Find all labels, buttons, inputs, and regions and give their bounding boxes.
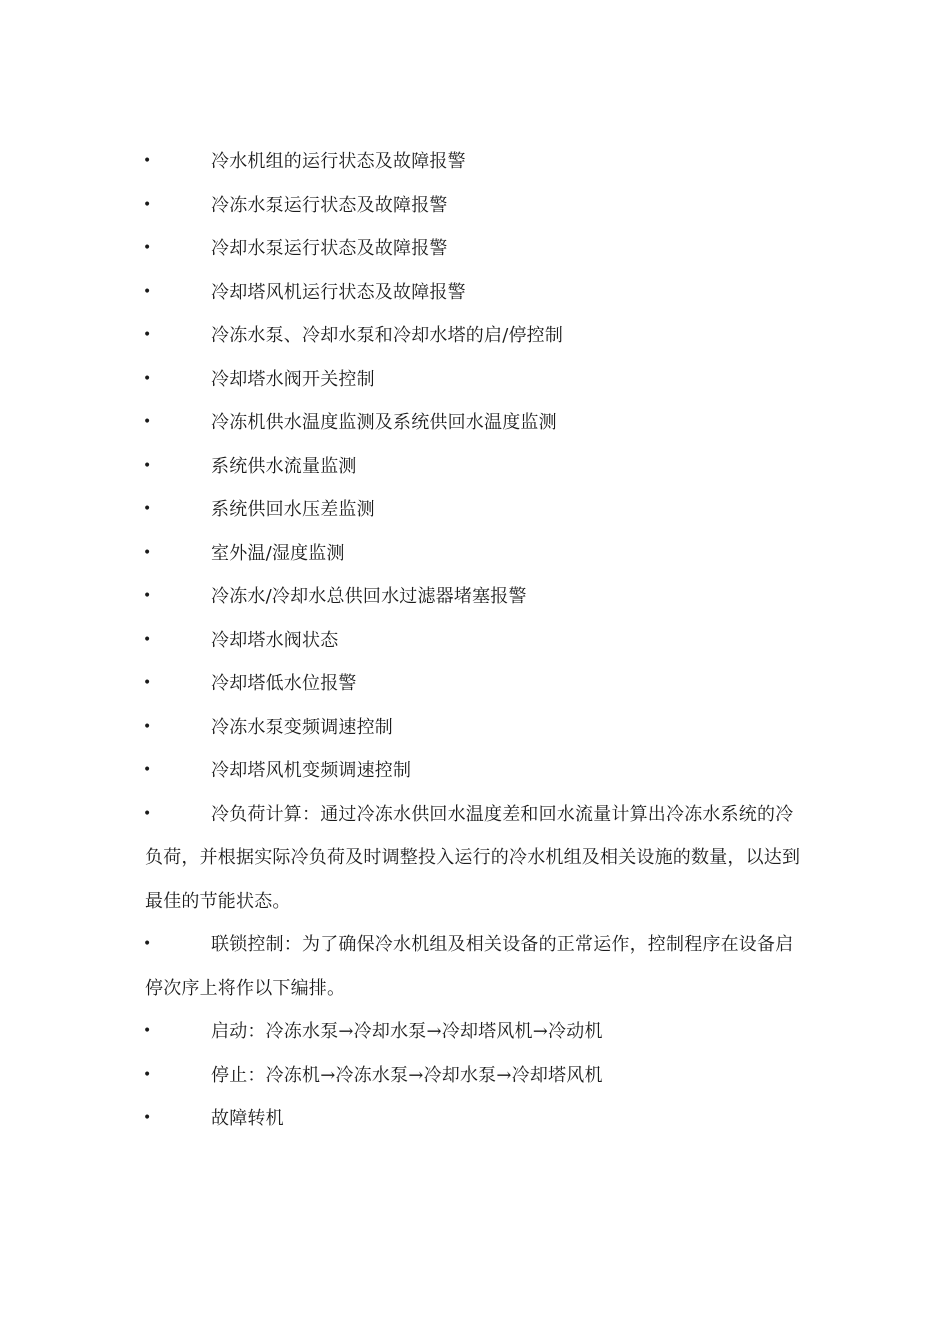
list-item — [0, 401, 950, 445]
list-item — [0, 140, 950, 184]
bullet-icon: • — [143, 327, 152, 343]
list-item-text: 冷却水泵运行状态及故障报警 — [211, 238, 448, 259]
bullet-list — [0, 140, 950, 1141]
list-item-text: 冷水机组的运行状态及故障报警 — [211, 151, 466, 172]
list-item-text: 启动：冷冻水泵→冷却水泵→冷却塔风机→冷动机 — [211, 1021, 603, 1042]
bullet-icon: • — [143, 631, 152, 648]
bullet-icon: • — [143, 196, 152, 213]
list-item — [0, 662, 950, 706]
list-item — [0, 1010, 950, 1054]
list-item-text: 联锁控制：为了确保冷水机组及相关设备的正常运作，控制程序在设备启停次序上将作以下编排。 — [145, 934, 794, 999]
list-item-text: 冷却塔风机运行状态及故障报警 — [211, 281, 466, 303]
bullet-icon: • — [143, 370, 152, 387]
bullet-icon: • — [143, 1023, 152, 1039]
list-item — [0, 575, 950, 619]
bullet-icon: • — [143, 1110, 152, 1126]
list-item-text: 冷负荷计算：通过冷冻水供回水温度差和回水流量计算出冷冻水系统的冷负荷，并根据实际冷负荷及时调整投入运行的冷水机组及相关设施的数量，以达到最佳的节能状态。 — [145, 803, 801, 912]
list-item — [0, 488, 950, 532]
bullet-icon: • — [143, 675, 152, 691]
bullet-icon: • — [143, 588, 152, 604]
bullet-icon: • — [143, 805, 152, 822]
list-item — [0, 706, 950, 750]
bullet-icon: • — [143, 283, 152, 300]
bullet-icon: • — [143, 762, 152, 778]
list-item-text: 冷却塔风机变频调速控制 — [211, 760, 412, 781]
bullet-icon: • — [143, 1066, 152, 1083]
bullet-icon: • — [143, 414, 152, 430]
list-item — [0, 749, 950, 793]
bullet-icon: • — [143, 457, 152, 474]
bullet-icon: • — [143, 240, 152, 256]
list-item — [0, 184, 950, 228]
list-item — [0, 619, 950, 663]
list-item-text: 故障转机 — [211, 1108, 284, 1129]
list-item-text: 室外温/湿度监测 — [211, 542, 345, 564]
list-item-text: 冷冻水泵、冷却水泵和冷却水塔的启/停控制 — [211, 325, 564, 346]
bullet-icon: • — [143, 718, 152, 735]
list-item — [0, 1097, 950, 1141]
bullet-icon: • — [143, 501, 152, 517]
bullet-icon: • — [143, 936, 152, 952]
bullet-icon: • — [143, 544, 152, 561]
list-item-text: 冷却塔水阀开关控制 — [211, 368, 375, 390]
list-item-text: 冷却塔低水位报警 — [211, 673, 357, 694]
list-item-text: 系统供回水压差监测 — [211, 499, 375, 520]
list-item — [0, 532, 950, 576]
list-item — [0, 1054, 950, 1098]
list-item — [0, 314, 950, 358]
list-item — [0, 271, 950, 315]
list-item-text: 冷冻水泵运行状态及故障报警 — [211, 194, 448, 216]
list-item-text: 冷冻机供水温度监测及系统供回水温度监测 — [211, 412, 557, 433]
list-item-text: 冷却塔水阀状态 — [211, 629, 339, 651]
list-item-text: 停止：冷冻机→冷冻水泵→冷却水泵→冷却塔风机 — [211, 1064, 603, 1086]
list-item — [0, 793, 950, 924]
list-item-text: 冷冻水/冷却水总供回水过滤器堵塞报警 — [211, 586, 527, 607]
list-item-text: 冷冻水泵变频调速控制 — [211, 716, 393, 738]
list-item-text: 系统供水流量监测 — [211, 455, 357, 477]
list-item — [0, 358, 950, 402]
list-item — [0, 923, 950, 1010]
list-item — [0, 445, 950, 489]
bullet-icon: • — [143, 153, 152, 169]
list-item — [0, 227, 950, 271]
